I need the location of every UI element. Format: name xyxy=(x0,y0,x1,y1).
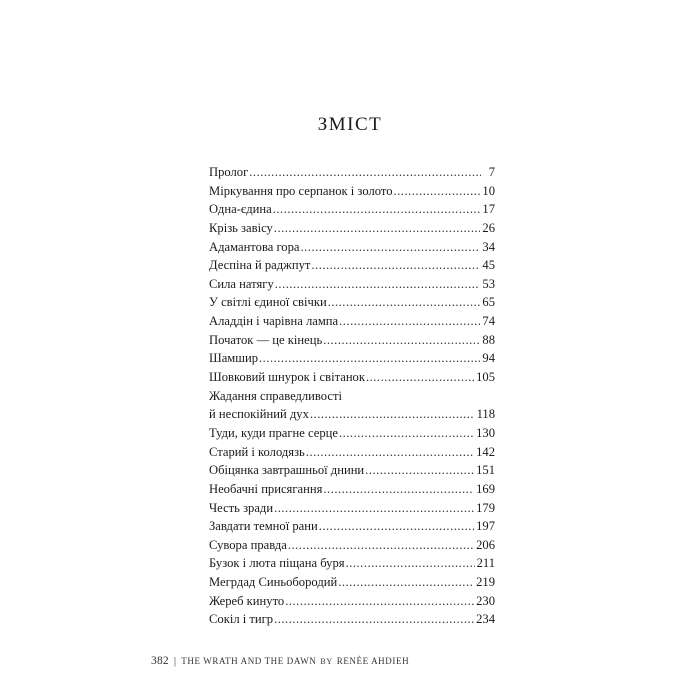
toc-entry xyxy=(209,499,495,518)
toc-entry-title: Одна-єдина xyxy=(209,202,272,217)
toc-entry xyxy=(209,331,495,350)
toc-entry-page: 211 xyxy=(476,556,495,571)
toc-entry-title: Адамантова гора xyxy=(209,239,300,254)
toc-entry-page: 230 xyxy=(476,593,495,608)
toc-entry-page: 118 xyxy=(476,407,495,422)
toc-entry-title: Туди, куди прагне серце xyxy=(209,425,338,440)
toc-entry-title-line1: Жадання справедливості xyxy=(209,388,342,403)
dot-leader xyxy=(323,331,480,350)
toc-entry-title: Деспіна й раджпут xyxy=(209,258,311,273)
dot-leader xyxy=(338,573,474,592)
toc-entry xyxy=(209,238,495,257)
author-name: RENÉE AHDIEH xyxy=(336,656,410,666)
dot-leader xyxy=(366,368,474,387)
toc-entry xyxy=(209,610,495,629)
toc-entry xyxy=(209,536,495,555)
toc-entry xyxy=(209,443,495,462)
toc-entry xyxy=(209,424,495,443)
dot-leader xyxy=(339,424,474,443)
toc-entry-title: Шамшир xyxy=(209,351,258,366)
toc-entry-title: Міркування про серпанок і золото xyxy=(209,183,393,198)
toc-entry xyxy=(209,293,495,312)
toc-entry-page: 179 xyxy=(476,500,495,515)
dot-leader xyxy=(274,499,474,518)
toc-entry xyxy=(209,182,495,201)
toc-entry-first-line xyxy=(209,387,495,406)
toc-entry xyxy=(209,480,495,499)
toc-entry xyxy=(209,349,495,368)
toc-entry xyxy=(209,219,495,238)
toc-entry-page: 7 xyxy=(488,165,495,179)
page-number: 382 xyxy=(151,655,169,667)
dot-leader xyxy=(346,554,475,573)
toc-entry xyxy=(209,256,495,275)
dot-leader xyxy=(365,461,474,480)
toc-entry-page: 169 xyxy=(476,481,495,496)
footer-separator: | xyxy=(173,655,177,667)
dot-leader xyxy=(274,610,474,629)
dot-leader xyxy=(249,163,481,182)
dot-leader xyxy=(306,443,474,462)
toc-entry-page: 74 xyxy=(482,314,495,329)
toc-entry-page: 206 xyxy=(476,537,495,552)
toc-entry-page: 88 xyxy=(482,332,495,347)
toc-entry-page: 45 xyxy=(482,258,495,273)
dot-leader xyxy=(273,200,481,219)
toc-entry xyxy=(209,200,495,219)
dot-leader xyxy=(288,536,474,555)
toc-entry-page: 197 xyxy=(476,519,495,534)
toc-entry-title: Сокіл і тигр xyxy=(209,612,274,627)
toc-entry-page: 219 xyxy=(476,575,495,590)
dot-leader xyxy=(274,219,481,238)
toc-entry-page: 130 xyxy=(476,425,495,440)
toc-entry xyxy=(209,312,495,331)
footer-by: BY xyxy=(320,657,333,666)
toc-entry-page: 17 xyxy=(482,202,495,217)
dot-leader xyxy=(323,480,474,499)
running-footer xyxy=(151,655,409,667)
toc-entry xyxy=(209,368,495,387)
dot-leader xyxy=(275,275,481,294)
toc-entry-title: Сила натягу xyxy=(209,276,274,291)
toc-entry-page: 151 xyxy=(476,463,495,478)
dot-leader xyxy=(310,405,475,424)
toc-entry xyxy=(209,592,495,611)
toc-entry xyxy=(209,554,495,573)
toc-entry xyxy=(209,573,495,592)
toc-entry-title: Мегрдад Синьобородий xyxy=(209,575,338,590)
toc-entry-title: Старий і колодязь xyxy=(209,444,305,459)
dot-leader xyxy=(301,238,481,257)
table-of-contents xyxy=(209,163,495,629)
toc-entry-page: 234 xyxy=(476,612,495,627)
dot-leader xyxy=(259,349,480,368)
toc-entry-page: 65 xyxy=(482,295,495,310)
toc-entry xyxy=(209,461,495,480)
toc-entry-page: 34 xyxy=(482,239,495,254)
toc-entry-page: 142 xyxy=(476,444,495,459)
dot-leader xyxy=(339,312,480,331)
toc-entry-title: Бузок і люта піщана буря xyxy=(209,556,345,571)
toc-entry-title: Обіцянка завтрашньої днини xyxy=(209,463,365,478)
toc-entry-title: Аладдін і чарівна лампа xyxy=(209,314,339,329)
dot-leader xyxy=(319,517,474,536)
toc-entry-page: 105 xyxy=(476,370,495,385)
toc-entry xyxy=(209,405,495,424)
toc-entry-page: 26 xyxy=(482,220,495,235)
toc-entry-title: Шовковий шнурок і світанок xyxy=(209,370,365,385)
dot-leader xyxy=(394,182,481,201)
toc-entry-page: 94 xyxy=(482,351,495,366)
toc-entry-title: У світлі єдиної свічки xyxy=(209,295,327,310)
toc-entry-title: Честь зради xyxy=(209,500,274,515)
toc-entry-page: 53 xyxy=(482,276,495,291)
dot-leader xyxy=(285,592,474,611)
toc-entry-title: Пролог xyxy=(209,165,249,179)
toc-entry-title: Необачні присягання xyxy=(209,481,323,496)
dot-leader xyxy=(328,293,481,312)
toc-entry-title: Жереб кинуто xyxy=(209,593,285,608)
toc-entry xyxy=(209,275,495,294)
toc-entry xyxy=(209,163,495,182)
toc-entry-title: Крізь завісу xyxy=(209,220,273,235)
book-title: THE WRATH AND THE DAWN xyxy=(181,656,317,666)
page-title: ЗМІСТ xyxy=(317,114,383,135)
toc-entry-title: Сувора правда xyxy=(209,537,287,552)
toc-entry xyxy=(209,517,495,536)
toc-entry-title: Завдати темної рани xyxy=(209,519,318,534)
toc-entry-title: Початок — це кінець xyxy=(209,332,323,347)
toc-entry-title: й неспокійний дух xyxy=(209,407,309,422)
dot-leader xyxy=(311,256,480,275)
toc-entry-page: 10 xyxy=(482,183,495,198)
